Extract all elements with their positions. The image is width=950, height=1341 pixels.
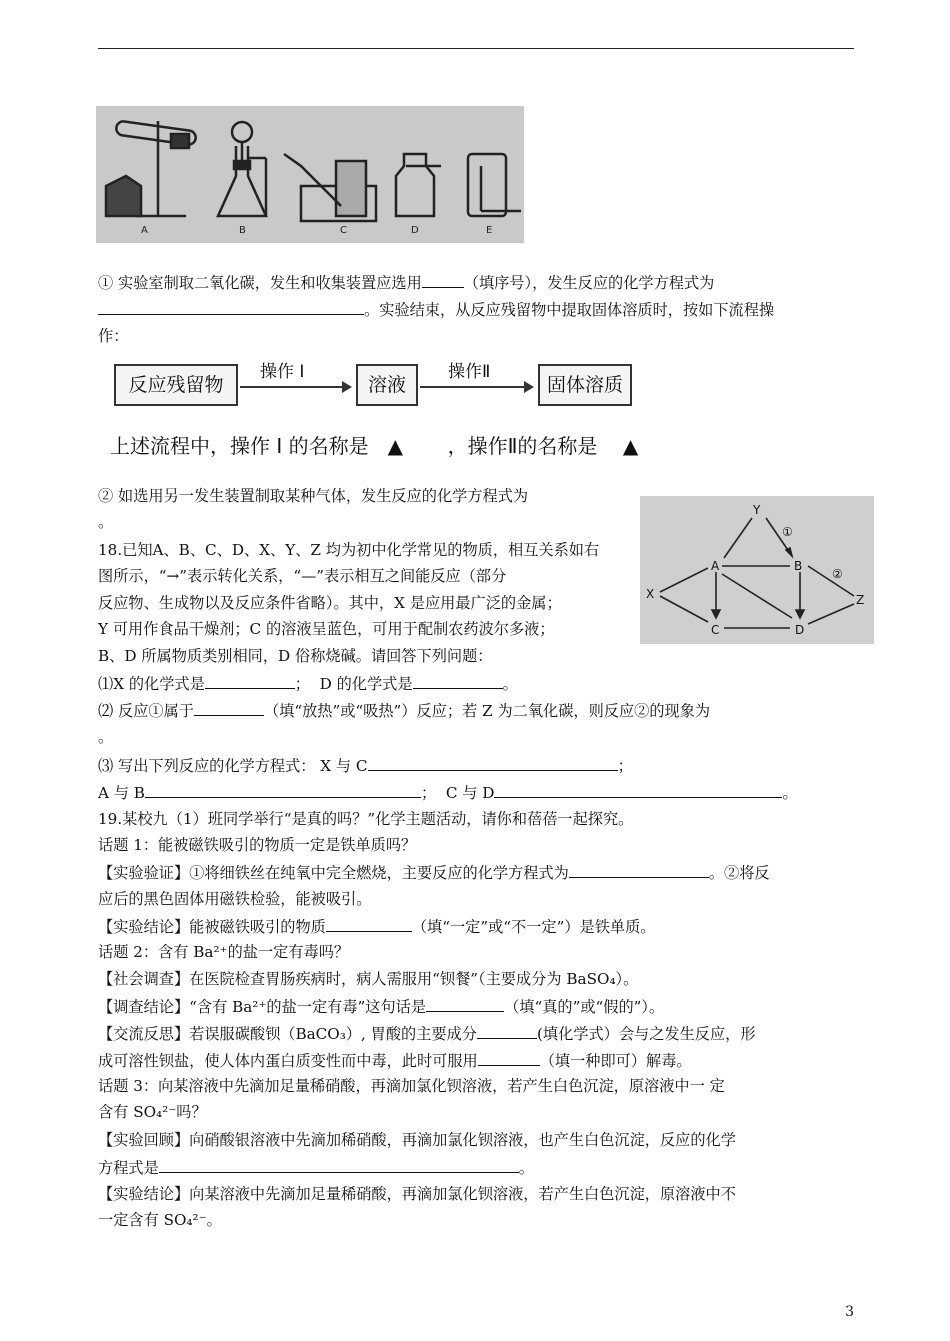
- q19-line14: 方程式是 。: [98, 1159, 534, 1177]
- label-c: C: [340, 225, 347, 236]
- page-number: 3: [845, 1304, 854, 1320]
- q19-line6: 话题 2：含有 Ba²⁺的盐一定有毒吗？: [98, 943, 350, 961]
- q17-line2: 。实验结束，从反应残留物中提取固体溶质时，按如下流程操: [98, 299, 774, 320]
- label-b: B: [239, 225, 246, 236]
- q19-line12: 含有 SO₄²⁻吗？: [98, 1103, 207, 1121]
- q19-line2: 话题 1：能被磁铁吸引的物质一定是铁单质吗？: [98, 836, 417, 854]
- node-b: B: [794, 559, 803, 573]
- flow-op1-label: 操作 I: [260, 362, 305, 382]
- q18-line5: B、D 所属物质类别相同，D 俗称烧碱。请回答下列问题：: [98, 647, 493, 665]
- flow-box-residue: 反应残留物: [114, 364, 238, 406]
- q18-line10: A 与 B ； C 与 D 。: [98, 784, 798, 802]
- reaction-mark-1: ①: [782, 525, 793, 539]
- label-a: A: [141, 225, 148, 236]
- flow-box-solute: 固体溶质: [538, 364, 632, 406]
- flow-op2-label: 操作Ⅱ: [448, 362, 491, 382]
- q19-line8: 【调查结论】“含有 Ba²⁺的盐一定有毒”这句话是 （填“真的”或“假的”）。: [98, 998, 665, 1016]
- q17-line1: ① 实验室制取二氧化碳，发生和收集装置应选用 （填序号），发生反应的化学方程式为: [98, 274, 715, 292]
- q18-line2: 图所示，“→”表示转化关系，“—”表示相互之间能反应（部分: [98, 567, 507, 585]
- q18-line4: Y 可用作食品干燥剂；C 的溶液呈蓝色，可用于配制农药波尔多液；: [98, 620, 555, 638]
- q19-line3: 【实验验证】①将细铁丝在纯氧中完全燃烧，主要反应的化学方程式为 。②将反: [98, 864, 770, 882]
- node-a: A: [711, 559, 720, 573]
- q19-line9: 【交流反思】若误服碳酸钡（BaCO₃）, 胃酸的主要成分 (填化学式）会与之发生反应，形: [98, 1025, 756, 1043]
- q19-line10: 成可溶性钡盐，使人体内蛋白质变性而中毒，此时可服用 （填一种即可）解毒。: [98, 1052, 692, 1070]
- node-c: C: [711, 623, 720, 637]
- q19-line5: 【实验结论】能被磁铁吸引的物质 （填“一定”或“不一定”）是铁单质。: [98, 918, 656, 936]
- q19-line11: 话题 3：向某溶液中先滴加足量稀硝酸，再滴加氯化钡溶液，若产生白色沉淀，原溶液中一 定: [98, 1077, 725, 1095]
- flow-caption: 上述流程中，操作 I 的名称是 ▲ ，操作Ⅱ的名称是 ▲: [110, 434, 639, 458]
- q18-line8: 。: [98, 728, 114, 746]
- q19-line13: 【实验回顾】向硝酸银溶液中先滴加稀硝酸，再滴加氯化钡溶液，也产生白色沉淀，反应的化学: [98, 1131, 736, 1149]
- header-rule: [98, 48, 854, 49]
- q19-line1: 19.某校九（1）班同学举行“是真的吗？”化学主题活动，请你和蓓蓓一起探究。: [98, 810, 634, 828]
- q18-line3: 反应物、生成物以及反应条件省略）。其中，X 是应用最广泛的金属；: [98, 594, 562, 612]
- label-d: D: [411, 225, 419, 236]
- node-d: D: [795, 623, 805, 637]
- q19-line4: 应后的黑色固体用磁铁检验，能被吸引。: [98, 890, 372, 908]
- q17-line5: 。: [98, 513, 114, 531]
- q19-line16: 一定含有 SO₄²⁻。: [98, 1211, 222, 1229]
- q18-line7: ⑵ 反应①属于 （填“放热”或“吸热”）反应；若 Z 为二氧化碳，则反应②的现象为: [98, 702, 711, 720]
- relationship-diagram: [640, 496, 874, 644]
- node-z: Z: [856, 593, 865, 607]
- node-x: X: [646, 587, 655, 601]
- q18-line9: ⑶ 写出下列反应的化学方程式： X 与 C ；: [98, 757, 633, 775]
- q19-line7: 【社会调查】在医院检查胃肠疾病时，病人需服用“钡餐”（主要成分为 BaSO₄）。: [98, 970, 639, 988]
- node-y: Y: [753, 503, 761, 517]
- q17-line4: ② 如选用另一发生装置制取某种气体，发生反应的化学方程式为: [98, 487, 529, 505]
- process-flow: [100, 352, 720, 467]
- q19-line15: 【实验结论】向某溶液中先滴加足量稀硝酸，再滴加氯化钡溶液，若产生白色沉淀，原溶液中不: [98, 1185, 736, 1203]
- q18-line6: ⑴X 的化学式是 ； D 的化学式是 。: [98, 675, 518, 693]
- flow-arrow-2: [420, 386, 532, 388]
- q17-line3: 作：: [98, 327, 129, 345]
- label-e: E: [486, 225, 493, 236]
- q18-line1: 18.已知A、B、C、D、X、Y、Z 均为初中化学常见的物质，相互关系如右: [98, 541, 600, 559]
- flow-box-solution: 溶液: [356, 364, 418, 406]
- apparatus-figure: [96, 106, 524, 243]
- reaction-mark-2: ②: [832, 567, 843, 581]
- flow-arrow-1: [240, 386, 350, 388]
